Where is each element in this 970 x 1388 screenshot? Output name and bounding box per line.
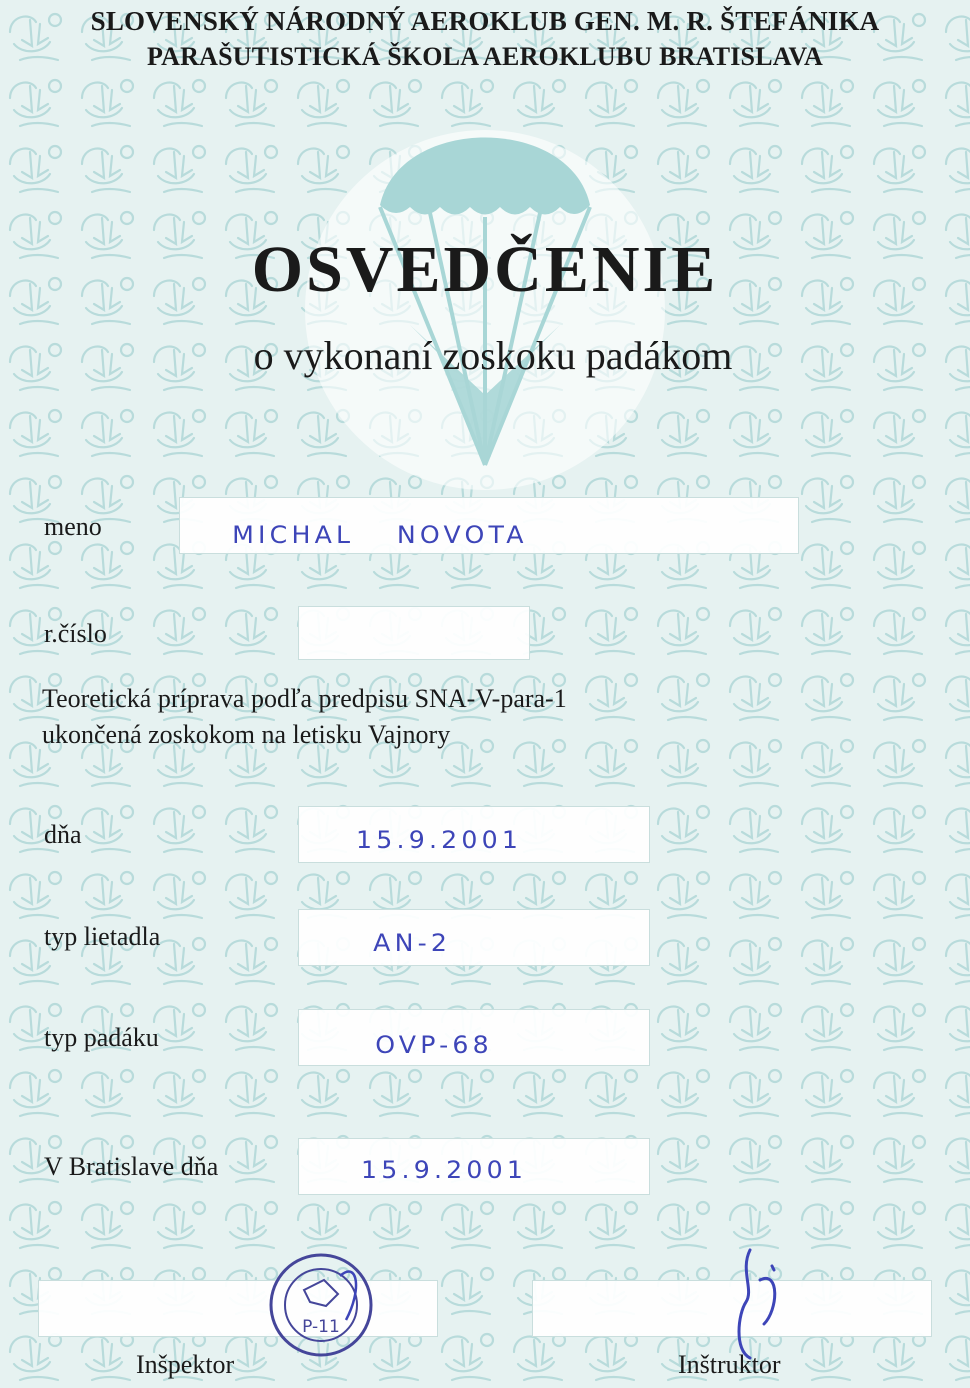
- preparation-text: [42, 681, 567, 753]
- date-label: dňa: [44, 820, 82, 849]
- header-school: PARAŠUTISTICKÁ ŠKOLA AEROKLUBU BRATISLAVA: [147, 42, 823, 71]
- rc-field[interactable]: [298, 606, 530, 660]
- place-date-label: V Bratislave dňa: [44, 1152, 219, 1181]
- header-organization: SLOVENSKÝ NÁRODNÝ AEROKLUB GEN. M. R. ŠTEFÁNIKA: [90, 6, 880, 36]
- rc-label: r.číslo: [44, 619, 107, 648]
- parachute-type-value: OVP-68: [375, 1031, 493, 1059]
- inspector-label: Inšpektor: [136, 1350, 235, 1379]
- stamp-icon: [266, 1250, 376, 1360]
- parachute-type-label: typ padáku: [44, 1023, 159, 1052]
- inspector-signature-field[interactable]: [38, 1280, 438, 1337]
- aircraft-value: AN-2: [373, 929, 452, 957]
- date-value: 15.9.2001: [356, 826, 523, 854]
- name-last-value: NOVOTA: [396, 521, 528, 549]
- preparation-line-1: Teoretická príprava podľa predpisu SNA-V-para-1: [42, 684, 567, 713]
- name-first-value: MICHAL: [232, 521, 355, 549]
- name-label: meno: [44, 512, 102, 541]
- preparation-line-2: ukončená zoskokom na letisku Vajnory: [42, 720, 451, 749]
- place-date-value: 15.9.2001: [361, 1156, 528, 1184]
- stamp-text: P-11: [302, 1317, 340, 1337]
- instructor-label: Inštruktor: [678, 1350, 781, 1379]
- page-title: OSVEDČENIE: [251, 233, 719, 306]
- aircraft-label: typ lietadla: [44, 922, 161, 951]
- aircraft-field[interactable]: [298, 909, 650, 966]
- page-subtitle: o vykonaní zoskoku padákom: [253, 333, 733, 378]
